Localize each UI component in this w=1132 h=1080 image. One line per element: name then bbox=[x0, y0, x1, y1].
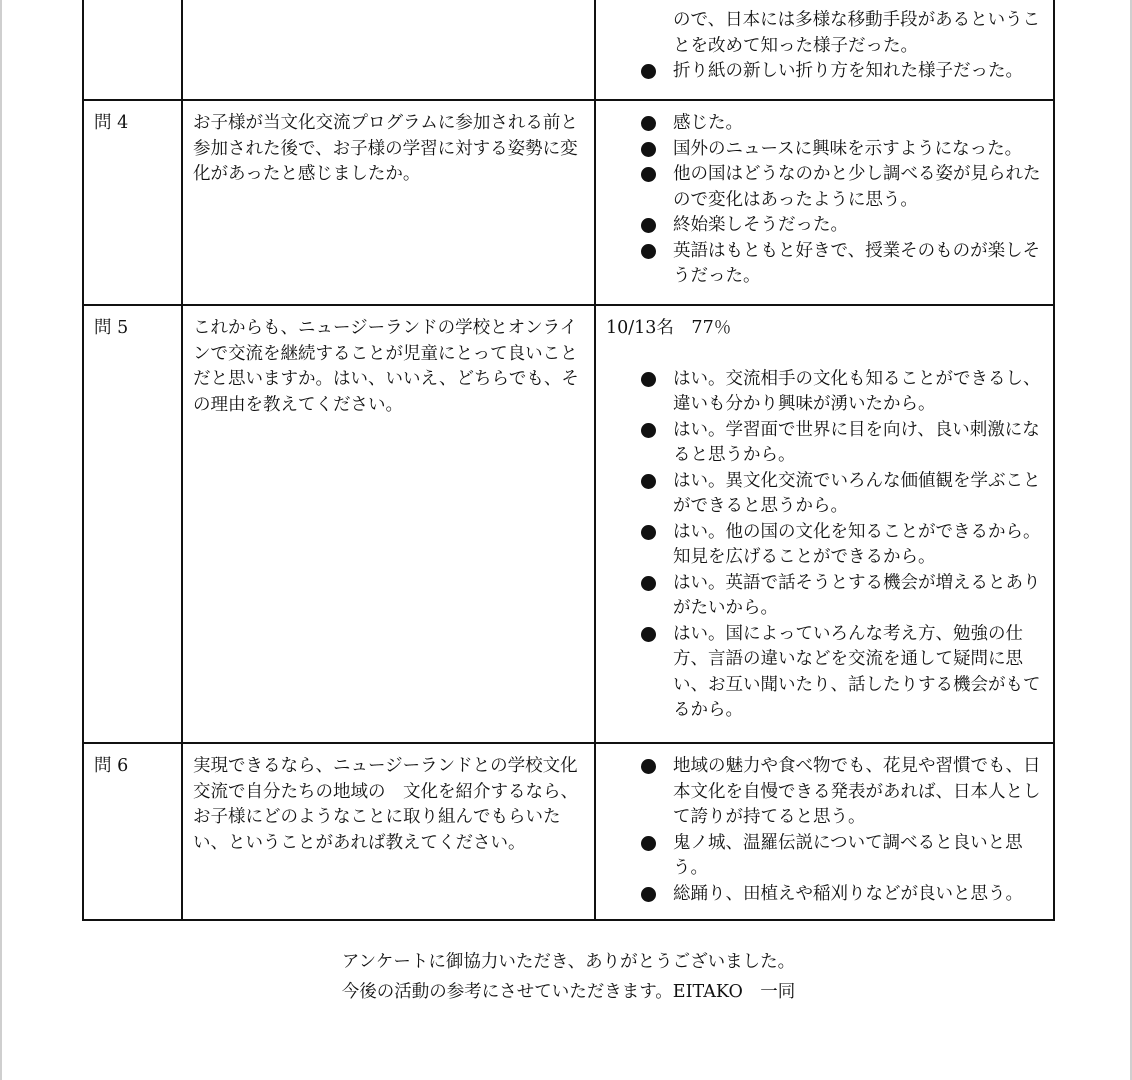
page-left-edge bbox=[0, 0, 2, 1080]
answer-item: 終始楽しそうだった。 bbox=[606, 213, 1047, 239]
answer-item: はい。英語で話そうとする機会が増えるとありがたいから。 bbox=[606, 571, 1047, 622]
answer-item: はい。異文化交流でいろんな価値観を学ぶことができると思うから。 bbox=[606, 469, 1047, 520]
table-row bbox=[83, 305, 1054, 743]
closing-line-signature: 今後の活動の参考にさせていただきます。EITAKO 一同 bbox=[341, 982, 796, 1002]
answer-item: 地域の魅力や食べ物でも、花見や習慣でも、日本文化を自慢できる発表があれば、日本人として誇りが持てると思う。 bbox=[606, 754, 1047, 831]
table-row bbox=[83, 743, 1054, 920]
table-row bbox=[83, 100, 1054, 305]
answer-item: 総踊り、田植えや稲刈りなどが良いと思う。 bbox=[606, 882, 1047, 908]
answers-cell bbox=[595, 305, 1054, 743]
answer-item: 折り紙の新しい折り方を知れた様子だった。 bbox=[606, 59, 1047, 85]
answer-list bbox=[606, 8, 1047, 85]
survey-table bbox=[82, 0, 1055, 921]
answer-item: はい。学習面で世界に目を向け、良い刺激になると思うから。 bbox=[606, 418, 1047, 469]
answer-list bbox=[606, 754, 1047, 907]
answer-list bbox=[606, 111, 1047, 290]
table-row bbox=[83, 0, 1054, 100]
question-text: お子様が当文化交流プログラムに参加される前と参加された後で、お子様の学習に対する姿勢に変化があったと感じましたか。 bbox=[182, 100, 595, 305]
question-text: これからも、ニュージーランドの学校とオンラインで交流を継続することが児童にとって良いことだと思いますか。はい、いいえ、どちらでも、その理由を教えてください。 bbox=[182, 305, 595, 743]
answer-item: 他の国はどうなのかと少し調べる姿が見られたので変化はあったように思う。 bbox=[606, 162, 1047, 213]
answer-item: 英語はもともと好きで、授業そのものが楽しそうだった。 bbox=[606, 239, 1047, 290]
question-number: 問 6 bbox=[83, 743, 182, 920]
question-text: 実現できるなら、ニュージーランドとの学校文化交流で自分たちの地域の 文化を紹介するなら、お子様にどのようなことに取り組んでもらいたい、ということがあれば教えてください。 bbox=[182, 743, 595, 920]
answer-item: 鬼ノ城、温羅伝説について調べると良いと思う。 bbox=[606, 831, 1047, 882]
closing-line-thanks: アンケートに御協力いただき、ありがとうございました。 bbox=[341, 952, 796, 972]
answer-item: はい。交流相手の文化も知ることができるし、違いも分かり興味が湧いたから。 bbox=[606, 367, 1047, 418]
answer-item: 感じた。 bbox=[606, 111, 1047, 137]
answer-list bbox=[606, 367, 1047, 724]
answers-cell bbox=[595, 100, 1054, 305]
question-number: 問 4 bbox=[83, 100, 182, 305]
answer-item: はい。国によっていろんな考え方、勉強の仕方、言語の違いなどを交流を通して疑問に思い、お互い聞いたり、話したりする機会がもてるから。 bbox=[606, 622, 1047, 724]
response-statistic: 10/13名 77％ bbox=[606, 318, 732, 338]
answer-continuation: ので、日本には多様な移動手段があるということを改めて知った様子だった。 bbox=[673, 10, 1041, 56]
answers-cell bbox=[595, 0, 1054, 100]
answer-item: はい。他の国の文化を知ることができるから。知見を広げることができるから。 bbox=[606, 520, 1047, 571]
closing-message bbox=[82, 947, 1055, 1007]
answer-item: 国外のニュースに興味を示すようになった。 bbox=[606, 137, 1047, 163]
question-number: 問 5 bbox=[83, 305, 182, 743]
question-number-cell bbox=[83, 0, 182, 100]
answers-cell bbox=[595, 743, 1054, 920]
question-text-cell bbox=[182, 0, 595, 100]
